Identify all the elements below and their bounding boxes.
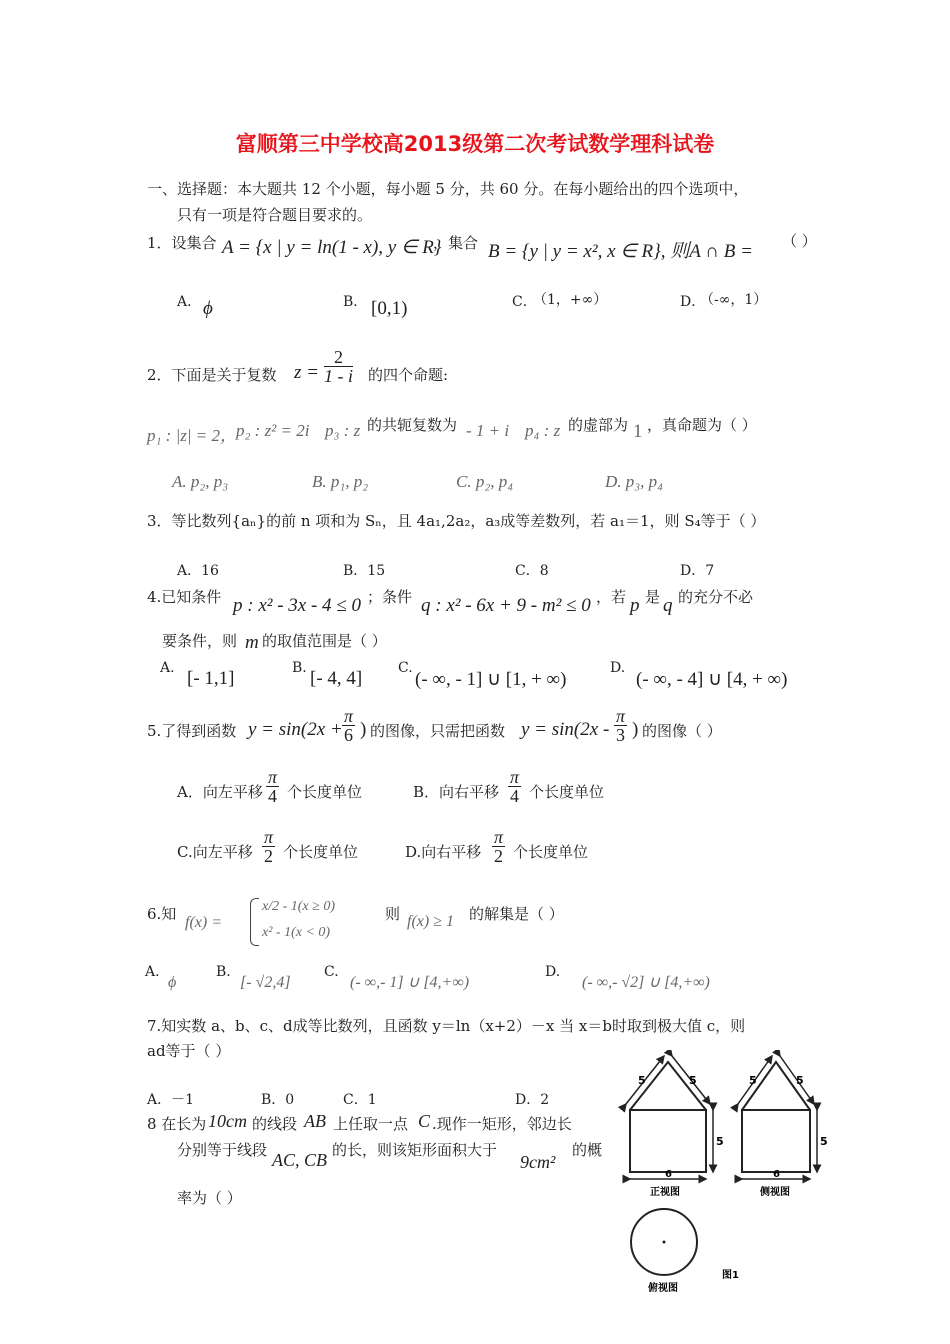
q8-text-g: 的概	[572, 1141, 603, 1159]
q3-option-a: A．16	[177, 563, 219, 579]
q1-set-b: B = {y | y = x², x ∈ R}, 则A ∩ B =	[488, 241, 753, 262]
section-heading: 一、选择题：本大题共 12 个小题，每小题 5 分，共 60 分。在每小题给出的四个选项中，	[147, 180, 749, 198]
q6-option-c: (- ∞,- 1] ∪ [4,+∞)	[350, 974, 470, 991]
top-view-label: 俯视图	[648, 1283, 678, 1294]
q5-option-d-den: 2	[494, 846, 504, 866]
q4-line2b: 的取值范围是（ ）	[262, 632, 387, 650]
q5-option-a-fraction	[266, 768, 279, 805]
q2-z: z =	[294, 362, 319, 383]
q2-option-b: B. p₁, p₂	[312, 472, 369, 491]
q1-option-c: （1，+∞）	[533, 292, 608, 308]
q5-option-b-pi: π	[510, 767, 520, 787]
q5-func2-den: 3	[616, 725, 626, 745]
q1-option-b-label: B．	[343, 294, 368, 310]
q2-fraction	[324, 348, 353, 385]
q5-func2-close: )	[632, 719, 639, 740]
q5-option-b-fraction	[508, 768, 521, 805]
three-view-figure	[610, 1050, 840, 1295]
side-view-square	[742, 1110, 810, 1172]
page-title: 富顺第三中学校高2013级第二次考试数学理科试卷	[235, 132, 715, 156]
q2-suffix: 的四个命题:	[368, 366, 449, 384]
q2-p4: p₄ : z	[525, 421, 561, 440]
q2-fraction-num: 2	[324, 348, 353, 367]
q5-option-d-unit: 个长度单位	[513, 843, 589, 861]
front-slant-left-label: 5	[638, 1074, 646, 1087]
q4-option-c: (- ∞, - 1] ∪ [1, + ∞)	[415, 669, 567, 690]
front-view-square	[630, 1110, 706, 1172]
q8-text-c: 上任取一点	[333, 1115, 409, 1133]
q4-is: 是	[645, 588, 661, 606]
q6-option-d: (- ∞,- √2] ∪ [4,+∞)	[582, 974, 710, 991]
q7-text: 7.知实数 a、b、c、d成等比数列，且函数 y＝ln（x+2）－x 当 x＝b时取到极大值 c，则	[147, 1017, 746, 1035]
section-heading-cont: 只有一项是符合题目要求的。	[177, 206, 373, 224]
q2-p3: p₃ : z	[325, 421, 361, 440]
front-slant-right-label: 5	[689, 1074, 697, 1087]
q4-option-d-label: D.	[610, 660, 626, 676]
top-view-center	[663, 1241, 666, 1244]
q6-suffix: 的解集是（ ）	[469, 905, 564, 923]
q2-p2: p₂ : z² = 2i	[236, 421, 310, 440]
q4-option-a: [- 1,1]	[187, 668, 235, 689]
q5-option-c-den: 2	[264, 846, 274, 866]
q6-option-a-label: A.	[145, 964, 160, 980]
q5-option-a: A．向左平移	[177, 783, 263, 801]
q1-option-c-label: C．	[512, 294, 537, 310]
q2-fraction-den: 1 - i	[324, 366, 353, 386]
side-slant-left-label: 5	[749, 1074, 757, 1087]
q6-prefix: 6.知	[147, 905, 177, 923]
q7-option-c: C．1	[343, 1092, 377, 1108]
q2-p4-value: 1	[633, 421, 643, 442]
q7-option-a: A．－1	[147, 1092, 195, 1108]
q1-option-d-label: D．	[680, 294, 706, 310]
q6-option-a: ϕ	[168, 974, 177, 991]
q4-option-b-label: B.	[292, 660, 307, 676]
q2-option-a: A. p₂, p₃	[172, 472, 229, 491]
q3-text: 3．等比数列{aₙ}的前 n 项和为 Sₙ，且 4a₁,2a₂，a₃成等差数列，若 a₁＝1，则 S₄等于（ ）	[147, 512, 766, 530]
side-width-label: 6	[773, 1169, 780, 1180]
q2-p4-text: 的虚部为	[568, 416, 629, 434]
q4-option-c-label: C.	[398, 660, 413, 676]
q5-func2: y = sin(2x -	[521, 719, 610, 740]
q4-option-a-label: A.	[160, 660, 175, 676]
q8-segment: AB	[304, 1111, 326, 1131]
q5-option-a-den: 4	[268, 786, 278, 806]
q5-func1-den: 6	[344, 725, 354, 745]
q5-option-a-unit: 个长度单位	[287, 783, 363, 801]
side-slant-right-label: 5	[796, 1074, 804, 1087]
q4-option-d: (- ∞, - 4] ∪ [4, + ∞)	[636, 669, 788, 690]
q8-length: 10cm	[208, 1111, 247, 1131]
q4-mid: ；条件	[367, 588, 413, 606]
q1-option-d: （-∞，1）	[700, 292, 768, 308]
q8-text-d: .现作一矩形，邻边长	[432, 1115, 572, 1133]
front-height-label: 5	[716, 1135, 724, 1148]
q7-option-b: B．0	[261, 1092, 295, 1108]
q5-option-c-unit: 个长度单位	[283, 843, 359, 861]
q5-suffix: 的图像（ ）	[642, 722, 722, 740]
q8-segments: AC, CB	[272, 1150, 328, 1170]
q4-condition-p: p : x² - 3x - 4 ≤ 0	[233, 595, 361, 616]
q2-p1: p₁ : |z| = 2，	[147, 426, 238, 445]
q5-func1-fraction	[342, 707, 355, 744]
q2-p3-text: 的共轭复数为	[367, 416, 458, 434]
q7-text-cont: ad等于（ ）	[147, 1042, 231, 1060]
q5-option-d: D.向右平移	[405, 843, 482, 861]
q5-option-c: C.向左平移	[177, 843, 253, 861]
q6-case1: x/2 - 1(x ≥ 0)	[262, 899, 335, 914]
q1-set-a: A = {x | y = ln(1 - x), y ∈ R}	[222, 237, 442, 258]
q8-area: 9cm²	[520, 1152, 556, 1172]
side-height-label: 5	[820, 1135, 828, 1148]
q4-prefix: 4.已知条件	[147, 588, 222, 606]
q4-p-var: p	[630, 595, 640, 616]
q1-option-b: [0,1)	[371, 298, 408, 319]
q4-q-var: q	[663, 595, 673, 616]
q5-option-a-pi: π	[268, 767, 278, 787]
q5-option-b-den: 4	[510, 786, 520, 806]
q5-option-d-fraction	[492, 828, 505, 865]
q4-option-b: [- 4, 4]	[310, 668, 363, 689]
q5-func2-pi: π	[616, 706, 626, 726]
q5-option-c-pi: π	[264, 827, 274, 847]
q2-option-d: D. p₃, p₄	[605, 472, 664, 491]
q5-option-d-pi: π	[494, 827, 504, 847]
q8-text-b: 的线段	[252, 1115, 298, 1133]
q6-brace	[250, 898, 259, 946]
q6-option-b-label: B.	[216, 964, 231, 980]
front-view-label: 正视图	[650, 1187, 680, 1198]
q5-func2-fraction	[614, 707, 627, 744]
q6-inequality: f(x) ≥ 1	[407, 913, 454, 930]
q6-case2: x² - 1(x < 0)	[262, 925, 331, 940]
q4-suffix1: ，若	[596, 588, 627, 606]
q5-func1-close: )	[360, 719, 367, 740]
q6-option-c-label: C.	[324, 964, 339, 980]
q3-option-c: C．8	[515, 563, 549, 579]
q8-point: C	[418, 1111, 431, 1131]
q2-prefix: 2．下面是关于复数	[147, 366, 277, 384]
q4-suffix2: 的充分不必	[678, 588, 754, 606]
q7-option-d: D．2	[515, 1092, 550, 1108]
q1-option-a: ϕ	[203, 298, 213, 319]
q5-func1-pi: π	[344, 706, 354, 726]
q1-answer-paren: （ ）	[782, 232, 817, 250]
q8-text-h: 率为（ ）	[177, 1189, 242, 1207]
side-view-label: 侧视图	[760, 1187, 790, 1198]
figure-label: 图1	[722, 1270, 739, 1281]
q4-line2a: 要条件，则	[162, 632, 238, 650]
front-width-label: 6	[665, 1169, 672, 1180]
q6-function: f(x) =	[185, 914, 222, 931]
q5-func1: y = sin(2x +	[248, 719, 343, 740]
q2-p3-value: - 1 + i	[466, 421, 510, 440]
q2-option-c: C. p₂, p₄	[456, 472, 514, 491]
q6-option-b: [- √2,4]	[240, 974, 291, 991]
q8-text-e: 分别等于线段	[177, 1141, 268, 1159]
q8-text-a: 8 在长为	[147, 1115, 207, 1133]
q1-prefix: 1．设集合	[147, 234, 217, 252]
q5-prefix: 5.了得到函数	[147, 722, 237, 740]
q4-condition-q: q : x² - 6x + 9 - m² ≤ 0	[421, 595, 591, 616]
q1-option-a-label: A．	[177, 294, 202, 310]
q5-mid: 的图像，只需把函数	[370, 722, 506, 740]
q1-mid: ，集合	[433, 234, 479, 252]
q2-answer-paren: ，真命题为（ ）	[647, 416, 757, 434]
q8-text-f: 的长，则该矩形面积大于	[332, 1141, 498, 1159]
q6-then: 则	[385, 905, 401, 923]
q5-option-c-fraction	[262, 828, 275, 865]
q5-option-b: B．向右平移	[413, 783, 500, 801]
q3-option-b: B．15	[343, 563, 386, 579]
q3-option-d: D．7	[680, 563, 715, 579]
q6-option-d-label: D.	[545, 964, 561, 980]
q5-option-b-unit: 个长度单位	[529, 783, 605, 801]
q4-m-var: m	[245, 632, 259, 653]
